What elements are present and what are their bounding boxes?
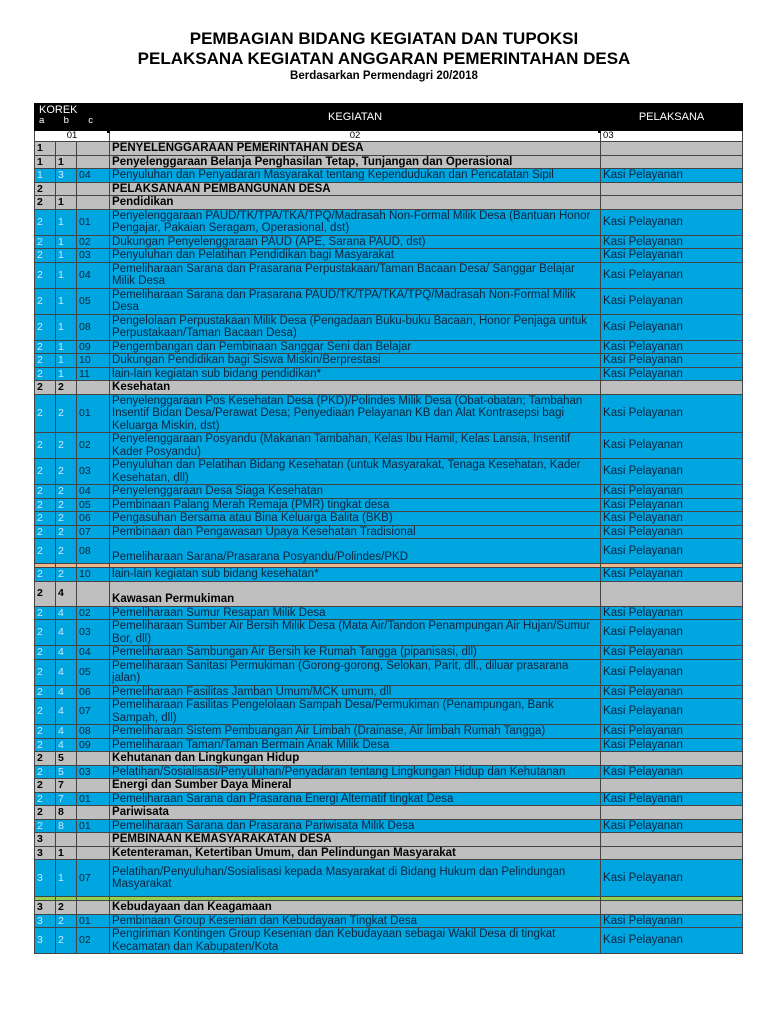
- code-b-cell: 2: [56, 394, 77, 433]
- table-row: [35, 539, 743, 564]
- code-b-cell: 2: [56, 568, 77, 582]
- code-c-cell: 07: [77, 525, 110, 539]
- pelaksana-cell: Kasi Pelayanan: [601, 819, 743, 833]
- code-c-cell: [77, 182, 110, 196]
- pelaksana-cell: Kasi Pelayanan: [601, 860, 743, 897]
- kegiatan-cell: Kehutanan dan Lingkungan Hidup: [110, 752, 601, 766]
- code-b-cell: 2: [56, 485, 77, 499]
- code-b-cell: 1: [56, 209, 77, 235]
- code-a-cell: 2: [35, 779, 56, 793]
- code-c-cell: 04: [77, 262, 110, 288]
- kegiatan-cell: Pemeliharaan Sarana dan Prasarana Energi Alternatif tingkat Desa: [110, 792, 601, 806]
- pelaksana-cell: Kasi Pelayanan: [601, 512, 743, 526]
- pelaksana-cell: Kasi Pelayanan: [601, 928, 743, 954]
- header-divider-left: [107, 103, 110, 133]
- pelaksana-cell: Kasi Pelayanan: [601, 568, 743, 582]
- code-c-cell: 06: [77, 685, 110, 699]
- table-row: [35, 169, 743, 183]
- pelaksana-number: 03: [601, 131, 743, 142]
- code-b-cell: 7: [56, 792, 77, 806]
- title-line-1: PEMBAGIAN BIDANG KEGIATAN DAN TUPOKSI: [189, 29, 579, 48]
- kegiatan-cell: Pengembangan dan Pembinaan Sanggar Seni dan Belajar: [110, 340, 601, 354]
- code-c-cell: 03: [77, 765, 110, 779]
- code-b-cell: [56, 833, 77, 847]
- table-row: [35, 354, 743, 368]
- kegiatan-cell: Penyelenggaraan Belanja Penghasilan Tetap, Tunjangan dan Operasional: [110, 155, 601, 169]
- code-b-cell: 1: [56, 860, 77, 897]
- kegiatan-cell: Penyelenggaraan Pos Kesehatan Desa (PKD)/Polindes Milik Desa (Obat-obatan; Tambahan Insentif Bidan Desa/Perawat Desa; Penyediaan Pelayanan KB dan Alat Kontrasepsi bagi Keluarga Miskin, dst): [110, 394, 601, 433]
- pelaksana-cell: Kasi Pelayanan: [601, 209, 743, 235]
- code-c-cell: [77, 752, 110, 766]
- code-a-cell: 2: [35, 182, 56, 196]
- section-row: [35, 779, 743, 793]
- pelaksana-cell: [601, 779, 743, 793]
- section-row: [35, 182, 743, 196]
- kegiatan-cell: Pembinaan dan Pengawasan Upaya Kesehatan Tradisional: [110, 525, 601, 539]
- kegiatan-cell: Energi dan Sumber Daya Mineral: [110, 779, 601, 793]
- code-a-cell: 3: [35, 860, 56, 897]
- code-a-cell: 2: [35, 539, 56, 564]
- pelaksana-cell: Kasi Pelayanan: [601, 792, 743, 806]
- code-b-cell: 1: [56, 249, 77, 263]
- code-c-cell: 01: [77, 209, 110, 235]
- pelaksana-cell: Kasi Pelayanan: [601, 485, 743, 499]
- code-b-cell: 1: [56, 340, 77, 354]
- code-c-cell: [77, 155, 110, 169]
- code-a-cell: 2: [35, 620, 56, 646]
- code-c-cell: 04: [77, 485, 110, 499]
- pelaksana-cell: Kasi Pelayanan: [601, 459, 743, 485]
- code-c-cell: [77, 142, 110, 156]
- code-c-cell: 03: [77, 620, 110, 646]
- section-row: [35, 846, 743, 860]
- code-c-cell: 08: [77, 725, 110, 739]
- pelaksana-cell: [601, 142, 743, 156]
- pelaksana-cell: Kasi Pelayanan: [601, 725, 743, 739]
- subtitle: Berdasarkan Permendagri 20/2018: [290, 70, 478, 82]
- kegiatan-cell: Pelatihan/Sosialisasi/Penyuluhan/Penyadaran tentang Lingkungan Hidup dan Kehutanan: [110, 765, 601, 779]
- kegiatan-cell: Kawasan Permukiman: [110, 581, 601, 606]
- kegiatan-cell: PENYELENGGARAAN PEMERINTAHAN DESA: [110, 142, 601, 156]
- code-a-cell: 2: [35, 340, 56, 354]
- code-b-cell: 4: [56, 646, 77, 660]
- kegiatan-cell: PELAKSANAAN PEMBANGUNAN DESA: [110, 182, 601, 196]
- code-c-cell: [77, 901, 110, 915]
- code-a-cell: 2: [35, 699, 56, 725]
- code-a-cell: 2: [35, 738, 56, 752]
- section-row: [35, 901, 743, 915]
- code-c-cell: 01: [77, 394, 110, 433]
- kegiatan-cell: lain-lain kegiatan sub bidang pendidikan*: [110, 367, 601, 381]
- code-a-cell: 2: [35, 659, 56, 685]
- korek-number: 01: [35, 131, 110, 142]
- code-c-cell: 02: [77, 235, 110, 249]
- pelaksana-header: PELAKSANA: [601, 104, 743, 131]
- kegiatan-cell: Pemeliharaan Sistem Pembuangan Air Limbah (Drainase, Air limbah Rumah Tangga): [110, 725, 601, 739]
- kegiatan-cell: Dukungan Penyelenggaraan PAUD (APE, Sarana PAUD, dst): [110, 235, 601, 249]
- code-b-cell: 4: [56, 699, 77, 725]
- pelaksana-cell: Kasi Pelayanan: [601, 340, 743, 354]
- kegiatan-cell: Pendidikan: [110, 196, 601, 210]
- table-row: [35, 659, 743, 685]
- table-row: [35, 459, 743, 485]
- code-b-cell: 1: [56, 846, 77, 860]
- kegiatan-cell: Pengiriman Kontingen Group Kesenian dan Kebudayaan sebagai Wakil Desa di tingkat Kecamatan dan Kabupaten/Kota: [110, 928, 601, 954]
- table-row: [35, 860, 743, 897]
- pelaksana-cell: Kasi Pelayanan: [601, 314, 743, 340]
- pelaksana-cell: [601, 196, 743, 210]
- code-c-cell: 09: [77, 340, 110, 354]
- code-b-cell: 4: [56, 659, 77, 685]
- table-row: [35, 646, 743, 660]
- section-row: [35, 752, 743, 766]
- section-row: [35, 142, 743, 156]
- code-c-cell: [77, 833, 110, 847]
- table-row: [35, 235, 743, 249]
- code-a-cell: 2: [35, 367, 56, 381]
- code-c-cell: [77, 806, 110, 820]
- code-b-cell: 4: [56, 620, 77, 646]
- code-b-cell: 2: [56, 381, 77, 395]
- table-row: [35, 792, 743, 806]
- code-b-cell: 1: [56, 196, 77, 210]
- code-c-cell: 01: [77, 914, 110, 928]
- code-b-cell: [56, 182, 77, 196]
- kegiatan-cell: Pemeliharaan Sarana/Prasarana Posyandu/Polindes/PKD: [110, 539, 601, 564]
- kegiatan-cell: Pelatihan/Penyuluhan/Sosialisasi kepada Masyarakat di Bidang Hukum dan Pelindungan Masyarakat: [110, 860, 601, 897]
- code-a-cell: 2: [35, 806, 56, 820]
- code-b-cell: 2: [56, 539, 77, 564]
- kegiatan-cell: Pemeliharaan Sarana dan Prasarana Pariwisata Milik Desa: [110, 819, 601, 833]
- table-row: [35, 725, 743, 739]
- code-b-cell: 4: [56, 725, 77, 739]
- kegiatan-cell: Kesehatan: [110, 381, 601, 395]
- kegiatan-header: KEGIATAN: [110, 104, 601, 131]
- pelaksana-cell: Kasi Pelayanan: [601, 262, 743, 288]
- code-a-cell: 2: [35, 381, 56, 395]
- code-b-cell: 7: [56, 779, 77, 793]
- code-a-cell: 2: [35, 646, 56, 660]
- kegiatan-cell: Penyelenggaraan PAUD/TK/TPA/TKA/TPQ/Madrasah Non-Formal Milik Desa (Bantuan Honor Pengajar, Pakaian Seragam, Operasional, dst): [110, 209, 601, 235]
- title-line-2: PELAKSANA KEGIATAN ANGGARAN PEMERINTAHAN DESA: [137, 49, 631, 68]
- code-a-cell: 3: [35, 914, 56, 928]
- section-row: [35, 581, 743, 606]
- kegiatan-number: 02: [110, 131, 601, 142]
- code-b-cell: 5: [56, 752, 77, 766]
- code-a-cell: 2: [35, 765, 56, 779]
- code-c-cell: [77, 846, 110, 860]
- code-b-cell: 2: [56, 433, 77, 459]
- table-row: [35, 512, 743, 526]
- kegiatan-cell: lain-lain kegiatan sub bidang kesehatan*: [110, 568, 601, 582]
- code-a-cell: 2: [35, 235, 56, 249]
- code-b-cell: 8: [56, 806, 77, 820]
- code-a-cell: 2: [35, 262, 56, 288]
- code-b-cell: 2: [56, 512, 77, 526]
- code-a-cell: 2: [35, 512, 56, 526]
- code-c-cell: 08: [77, 314, 110, 340]
- code-c-cell: 04: [77, 646, 110, 660]
- pelaksana-cell: [601, 155, 743, 169]
- code-b-cell: 2: [56, 459, 77, 485]
- col-a-label: a: [39, 115, 45, 126]
- code-c-cell: 05: [77, 659, 110, 685]
- code-b-cell: 8: [56, 819, 77, 833]
- pelaksana-cell: Kasi Pelayanan: [601, 169, 743, 183]
- code-a-cell: 2: [35, 196, 56, 210]
- code-b-cell: 4: [56, 685, 77, 699]
- kegiatan-cell: Pemeliharaan Fasilitas Jamban Umum/MCK umum, dll: [110, 685, 601, 699]
- code-a-cell: 2: [35, 288, 56, 314]
- kegiatan-cell: Pembinaan Palang Merah Remaja (PMR) tingkat desa: [110, 498, 601, 512]
- code-c-cell: [77, 581, 110, 606]
- table-row: [35, 568, 743, 582]
- code-b-cell: 1: [56, 155, 77, 169]
- pelaksana-cell: Kasi Pelayanan: [601, 525, 743, 539]
- section-row: [35, 806, 743, 820]
- code-b-cell: 1: [56, 262, 77, 288]
- kegiatan-cell: Pemeliharaan Fasilitas Pengelolaan Sampah Desa/Permukiman (Penampungan, Bank Sampah, dll): [110, 699, 601, 725]
- table-row: [35, 699, 743, 725]
- code-c-cell: 07: [77, 699, 110, 725]
- code-c-cell: 06: [77, 512, 110, 526]
- pelaksana-cell: [601, 833, 743, 847]
- pelaksana-cell: Kasi Pelayanan: [601, 646, 743, 660]
- kegiatan-cell: Penyelenggaraan Posyandu (Makanan Tambahan, Kelas Ibu Hamil, Kelas Lansia, Insentif Kader Posyandu): [110, 433, 601, 459]
- pelaksana-cell: Kasi Pelayanan: [601, 367, 743, 381]
- table-row: [35, 819, 743, 833]
- table-row: [35, 498, 743, 512]
- code-a-cell: 1: [35, 142, 56, 156]
- code-b-cell: 2: [56, 498, 77, 512]
- code-c-cell: 09: [77, 738, 110, 752]
- code-c-cell: 02: [77, 928, 110, 954]
- code-c-cell: [77, 381, 110, 395]
- code-a-cell: 2: [35, 725, 56, 739]
- kegiatan-cell: Penyuluhan dan Penyadaran Masyarakat tentang Kependudukan dan Pencatatan Sipil: [110, 169, 601, 183]
- code-a-cell: 2: [35, 249, 56, 263]
- table-row: [35, 685, 743, 699]
- kegiatan-cell: Pariwisata: [110, 806, 601, 820]
- code-a-cell: 2: [35, 581, 56, 606]
- code-b-cell: 3: [56, 169, 77, 183]
- pelaksana-cell: Kasi Pelayanan: [601, 235, 743, 249]
- code-a-cell: 2: [35, 525, 56, 539]
- code-a-cell: 2: [35, 209, 56, 235]
- section-row: [35, 155, 743, 169]
- code-c-cell: 10: [77, 568, 110, 582]
- pelaksana-cell: Kasi Pelayanan: [601, 288, 743, 314]
- kegiatan-cell: Pemeliharaan Sambungan Air Bersih ke Rumah Tangga (pipanisasi, dll): [110, 646, 601, 660]
- pelaksana-cell: [601, 806, 743, 820]
- code-b-cell: 1: [56, 235, 77, 249]
- kegiatan-cell: Penyelenggaraan Desa Siaga Kesehatan: [110, 485, 601, 499]
- section-row: [35, 196, 743, 210]
- column-number-row: [35, 131, 743, 142]
- table-row: [35, 433, 743, 459]
- pelaksana-cell: Kasi Pelayanan: [601, 765, 743, 779]
- pelaksana-cell: Kasi Pelayanan: [601, 685, 743, 699]
- code-b-cell: 2: [56, 914, 77, 928]
- code-c-cell: 11: [77, 367, 110, 381]
- kegiatan-cell: Pengasuhan Bersama atau Bina Keluarga Balita (BKB): [110, 512, 601, 526]
- code-c-cell: 03: [77, 459, 110, 485]
- pelaksana-cell: Kasi Pelayanan: [601, 659, 743, 685]
- kegiatan-table: [34, 103, 743, 954]
- table-row: [35, 525, 743, 539]
- document-header: [0, 0, 768, 83]
- code-a-cell: 3: [35, 901, 56, 915]
- section-row: [35, 833, 743, 847]
- pelaksana-cell: [601, 901, 743, 915]
- pelaksana-cell: Kasi Pelayanan: [601, 498, 743, 512]
- code-c-cell: [77, 196, 110, 210]
- code-c-cell: 10: [77, 354, 110, 368]
- table-row: [35, 262, 743, 288]
- code-b-cell: 2: [56, 525, 77, 539]
- pelaksana-cell: [601, 182, 743, 196]
- code-a-cell: 1: [35, 155, 56, 169]
- table-row: [35, 928, 743, 954]
- code-c-cell: 08: [77, 539, 110, 564]
- code-b-cell: 1: [56, 367, 77, 381]
- code-b-cell: 2: [56, 928, 77, 954]
- kegiatan-cell: Pemeliharaan Sarana dan Prasarana Perpustakaan/Taman Bacaan Desa/ Sanggar Belajar Milik Desa: [110, 262, 601, 288]
- code-a-cell: 1: [35, 169, 56, 183]
- code-a-cell: 2: [35, 314, 56, 340]
- code-c-cell: 02: [77, 606, 110, 620]
- code-a-cell: 2: [35, 459, 56, 485]
- table-row: [35, 485, 743, 499]
- pelaksana-cell: Kasi Pelayanan: [601, 354, 743, 368]
- pelaksana-cell: [601, 752, 743, 766]
- table-row: [35, 288, 743, 314]
- kegiatan-cell: Pengelolaan Perpustakaan Milik Desa (Pengadaan Buku-buku Bacaan, Honor Penjaga untuk Perpustakaan/Taman Bacaan Desa): [110, 314, 601, 340]
- code-b-cell: 1: [56, 288, 77, 314]
- table-row: [35, 314, 743, 340]
- pelaksana-cell: Kasi Pelayanan: [601, 394, 743, 433]
- code-a-cell: 2: [35, 485, 56, 499]
- code-b-cell: 5: [56, 765, 77, 779]
- code-a-cell: 2: [35, 819, 56, 833]
- code-a-cell: 3: [35, 846, 56, 860]
- code-c-cell: 05: [77, 288, 110, 314]
- code-a-cell: 2: [35, 606, 56, 620]
- pelaksana-cell: Kasi Pelayanan: [601, 738, 743, 752]
- code-c-cell: 01: [77, 819, 110, 833]
- korek-header: [35, 104, 110, 131]
- pelaksana-cell: Kasi Pelayanan: [601, 699, 743, 725]
- table-row: [35, 765, 743, 779]
- table-row: [35, 249, 743, 263]
- table-row: [35, 209, 743, 235]
- pelaksana-cell: Kasi Pelayanan: [601, 914, 743, 928]
- code-a-cell: 2: [35, 752, 56, 766]
- code-a-cell: 2: [35, 498, 56, 512]
- pelaksana-cell: Kasi Pelayanan: [601, 249, 743, 263]
- pelaksana-cell: Kasi Pelayanan: [601, 433, 743, 459]
- pelaksana-cell: [601, 846, 743, 860]
- kegiatan-cell: Pemeliharaan Sumber Air Bersih Milik Desa (Mata Air/Tandon Penampungan Air Hujan/Sumur Bor, dll): [110, 620, 601, 646]
- code-a-cell: 2: [35, 568, 56, 582]
- header-divider-right: [598, 103, 601, 133]
- code-a-cell: 2: [35, 394, 56, 433]
- code-a-cell: 2: [35, 354, 56, 368]
- pelaksana-cell: Kasi Pelayanan: [601, 606, 743, 620]
- code-a-cell: 3: [35, 928, 56, 954]
- kegiatan-cell: PEMBINAAN KEMASYARAKATAN DESA: [110, 833, 601, 847]
- code-a-cell: 3: [35, 833, 56, 847]
- pelaksana-cell: [601, 381, 743, 395]
- kegiatan-cell: Pembinaan Group Kesenian dan Kebudayaan Tingkat Desa: [110, 914, 601, 928]
- table-row: [35, 367, 743, 381]
- code-c-cell: 07: [77, 860, 110, 897]
- code-c-cell: [77, 779, 110, 793]
- kegiatan-cell: Pemeliharaan Sarana dan Prasarana PAUD/TK/TPA/TKA/TPQ/Madrasah Non-Formal Milik Desa: [110, 288, 601, 314]
- col-c-label: c: [88, 115, 94, 126]
- code-b-cell: 2: [56, 901, 77, 915]
- kegiatan-cell: Penyuluhan dan Pelatihan Pendidikan bagi Masyarakat: [110, 249, 601, 263]
- pelaksana-cell: Kasi Pelayanan: [601, 620, 743, 646]
- code-a-cell: 2: [35, 685, 56, 699]
- table-row: [35, 340, 743, 354]
- code-c-cell: 04: [77, 169, 110, 183]
- pelaksana-cell: Kasi Pelayanan: [601, 539, 743, 564]
- col-b-label: b: [63, 115, 69, 126]
- pelaksana-cell: [601, 581, 743, 606]
- kegiatan-cell: Ketenteraman, Ketertiban Umum, dan Pelindungan Masyarakat: [110, 846, 601, 860]
- code-a-cell: 2: [35, 433, 56, 459]
- code-c-cell: 01: [77, 792, 110, 806]
- kegiatan-cell: Kebudayaan dan Keagamaan: [110, 901, 601, 915]
- table-row: [35, 394, 743, 433]
- table-body: [35, 142, 743, 954]
- kegiatan-cell: Penyuluhan dan Pelatihan Bidang Kesehatan (untuk Masyarakat, Tenaga Kesehatan, Kader Kesehatan, dll): [110, 459, 601, 485]
- kegiatan-cell: Dukungan Pendidikan bagi Siswa Miskin/Berprestasi: [110, 354, 601, 368]
- kegiatan-cell: Pemeliharaan Sumur Resapan Milik Desa: [110, 606, 601, 620]
- code-b-cell: 1: [56, 354, 77, 368]
- code-c-cell: 03: [77, 249, 110, 263]
- table-row: [35, 738, 743, 752]
- code-c-cell: 05: [77, 498, 110, 512]
- code-a-cell: 2: [35, 792, 56, 806]
- code-b-cell: 4: [56, 738, 77, 752]
- code-b-cell: [56, 142, 77, 156]
- code-b-cell: 4: [56, 606, 77, 620]
- section-row: [35, 381, 743, 395]
- table-row: [35, 914, 743, 928]
- code-c-cell: 02: [77, 433, 110, 459]
- code-b-cell: 1: [56, 314, 77, 340]
- table-header-row: [35, 104, 743, 131]
- kegiatan-cell: Pemeliharaan Sanitasi Permukiman (Gorong-gorong, Selokan, Parit, dll., diluar prasarana jalan): [110, 659, 601, 685]
- table-row: [35, 620, 743, 646]
- code-b-cell: 4: [56, 581, 77, 606]
- table-row: [35, 606, 743, 620]
- korek-label: KOREK: [39, 104, 78, 116]
- kegiatan-cell: Pemeliharaan Taman/Taman Bermain Anak Milik Desa: [110, 738, 601, 752]
